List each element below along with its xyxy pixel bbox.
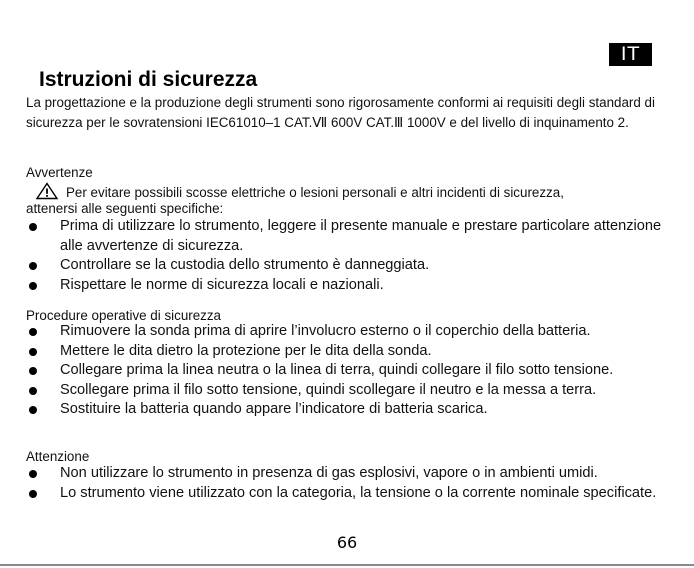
page-number: 66: [336, 533, 358, 552]
bullet-icon: [29, 406, 37, 414]
list-item: Collegare prima la linea neutra o la linea di terra, quindi collegare il filo sotto tensione.: [26, 361, 666, 381]
bottom-divider: [0, 564, 694, 566]
list-item: Controllare se la custodia dello strumento è danneggiata.: [26, 256, 666, 276]
bullet-icon: [29, 328, 37, 336]
bullet-icon: [29, 470, 37, 478]
warnings-intro-text: Per evitare possibili scosse elettriche o lesioni personali e altri incidenti di sicurezza,: [66, 185, 564, 200]
procedures-heading: Procedure operative di sicurezza: [26, 308, 222, 323]
bullet-icon: [29, 282, 37, 290]
list-item: Mettere le dita dietro la protezione per le dita della sonda.: [26, 342, 666, 362]
list-item: Non utilizzare lo strumento in presenza di gas esplosivi, vapore o in ambienti umidi.: [26, 464, 666, 484]
warning-triangle-icon: [34, 182, 60, 200]
warnings-intro-continuation: attenersi alle seguenti specifiche:: [26, 201, 224, 216]
list-item: Prima di utilizzare lo strumento, leggere il presente manuale e prestare particolare attenzione alle avvertenze di sicurezza.: [26, 217, 666, 256]
language-badge: IT: [609, 43, 652, 66]
list-item: Scollegare prima il filo sotto tensione, quindi scollegare il neutro e la messa a terra.: [26, 381, 666, 401]
list-item: Rimuovere la sonda prima di aprire l’involucro esterno o il coperchio della batteria.: [26, 322, 666, 342]
caution-list: [26, 464, 666, 503]
procedures-list: [26, 322, 666, 420]
list-item: Rispettare le norme di sicurezza locali e nazionali.: [26, 276, 666, 296]
intro-paragraph: La progettazione e la produzione degli strumenti sono rigorosamente conformi ai requisiti degli standard di sicurezza per le sovratensioni IEC61010–1 CAT.Ⅶ 600V CAT.Ⅲ 1000V e del livello di inquinamento 2.: [26, 95, 655, 130]
warnings-list: [26, 217, 666, 295]
warnings-heading: Avvertenze: [26, 165, 93, 180]
bullet-icon: [29, 387, 37, 395]
caution-heading: Attenzione: [26, 449, 90, 464]
list-item: Lo strumento viene utilizzato con la categoria, la tensione o la corrente nominale specificate.: [26, 484, 666, 504]
bullet-icon: [29, 262, 37, 270]
list-item: Sostituire la batteria quando appare l’indicatore di batteria scarica.: [26, 400, 666, 420]
bullet-icon: [29, 367, 37, 375]
bullet-icon: [29, 348, 37, 356]
page-title: Istruzioni di sicurezza: [39, 68, 258, 91]
bullet-icon: [29, 490, 37, 498]
bullet-icon: [29, 223, 37, 231]
